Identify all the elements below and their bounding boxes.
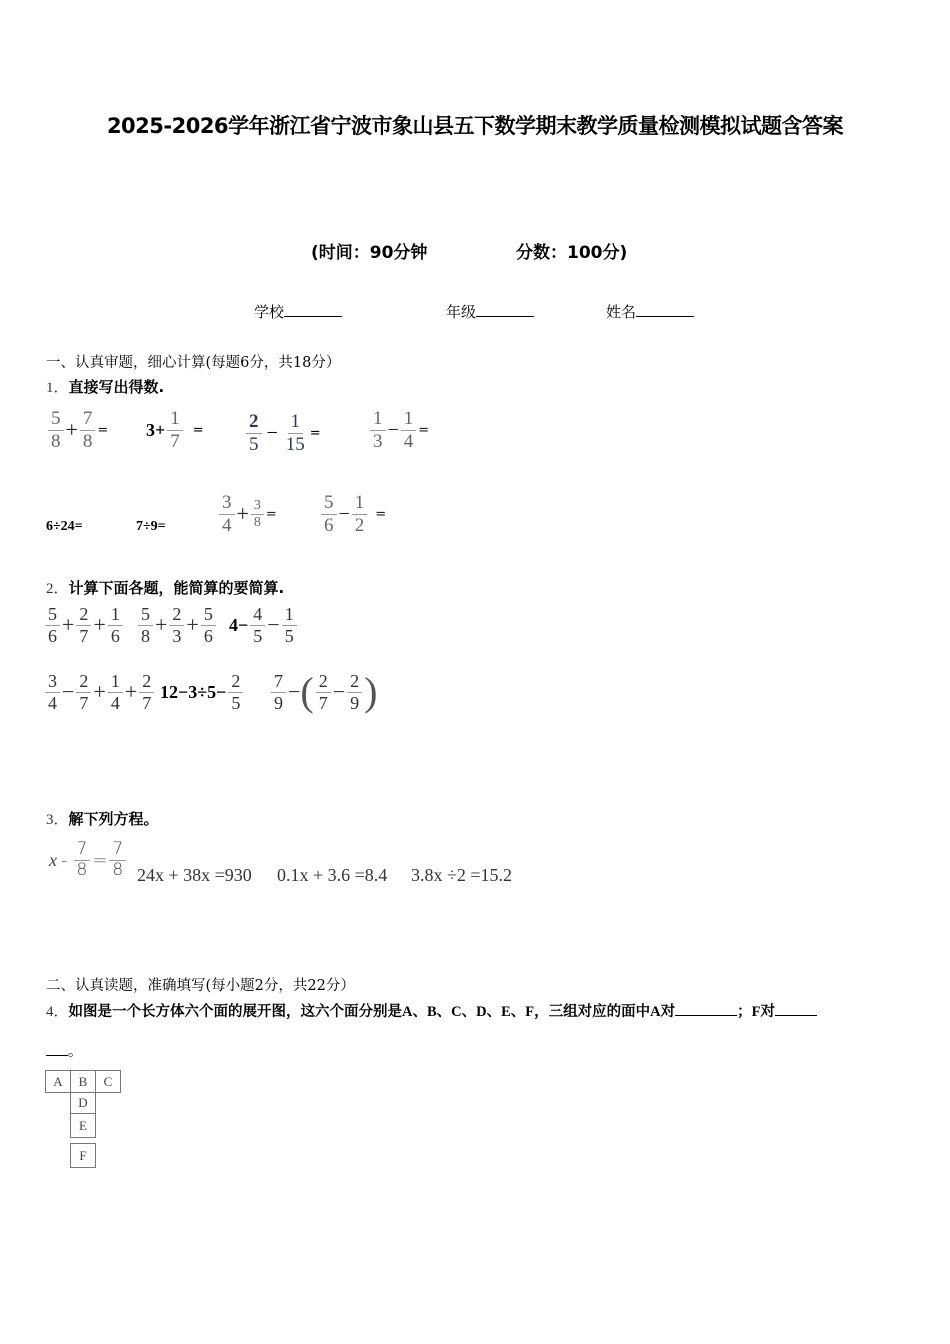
question-number: 2． (46, 581, 69, 597)
net-face-b: B (70, 1070, 96, 1093)
field-name-blank[interactable] (636, 302, 694, 317)
equation-2: 24x + 38x =930 (137, 865, 252, 885)
field-school (254, 301, 342, 322)
fraction: $\frac{2}{7}$ (76, 604, 91, 646)
fraction: $\frac{1}{7}$ (167, 408, 183, 453)
field-name (606, 301, 694, 322)
fraction: $\frac{2}{7}$ (76, 671, 91, 713)
document-title: 2025-2026学年浙江省宁波市象山县五下数学期末教学质量检测模拟试题含答案 (106, 114, 844, 138)
field-grade-label: 年级 (446, 303, 477, 321)
fraction: $\frac{7}{8}$ (74, 840, 91, 880)
net-face-c: C (95, 1070, 121, 1093)
fraction: $\frac{1}{3}$ (370, 408, 386, 453)
fraction: $\frac{4}{5}$ (250, 604, 265, 646)
section-2-heading: 二、认真读题，准确填写(每小题2分，共22分） (46, 978, 355, 994)
field-grade (446, 301, 534, 322)
field-name-label: 姓名 (606, 303, 637, 321)
question-number: 1． (46, 380, 69, 396)
fraction: $\frac{1}{2}$ (352, 492, 368, 537)
q1-item-5: 6÷24= (46, 519, 83, 534)
q1-item-8: $\frac{5}{6}$ − $\frac{1}{2}$ = (319, 492, 386, 537)
question-text: 计算下面各题，能简算的要简算. (68, 579, 285, 597)
field-grade-blank[interactable] (476, 302, 534, 317)
section-1-heading: 一、认真审题，细心计算(每题6分，共18分） (46, 355, 341, 371)
fraction: $\frac{5}{8}$ (48, 408, 64, 453)
fraction: $\frac{3}{8}$ (251, 498, 264, 531)
fraction: $\frac{1}{4}$ (108, 671, 123, 713)
question-1-header (46, 376, 164, 397)
fraction: $\frac{2}{7}$ (316, 671, 331, 713)
fraction: $\frac{2}{9}$ (347, 671, 362, 713)
question-text: 直接写出得数. (68, 378, 165, 396)
question-2-header (46, 577, 284, 598)
net-face-d: D (70, 1092, 96, 1114)
fraction: $\frac{5}{6}$ (321, 492, 337, 537)
q1-item-3: $\frac{2}{5}$ − $\frac{1}{15}$ = (244, 411, 321, 456)
fraction: $\frac{2}{5}$ (228, 671, 243, 713)
question-number: 4． (46, 1004, 69, 1020)
answer-blank-f[interactable] (775, 1001, 817, 1016)
q2-expr-5: 12−3÷5− $\frac{2}{5}$ (160, 671, 245, 713)
net-face-f: F (70, 1143, 96, 1168)
fraction: $\frac{5}{8}$ (138, 604, 153, 646)
question-3-header (46, 808, 159, 829)
equation-4: 3.8x ÷2 =15.2 (411, 865, 513, 885)
q1-item-7: $\frac{3}{4}$ + $\frac{3}{8}$ = (217, 492, 277, 537)
exam-score: 分数：100分) (516, 243, 628, 263)
q1-item-2: 3+ $\frac{1}{7}$ = (146, 408, 204, 452)
fraction: $\frac{7}{9}$ (271, 671, 286, 713)
exam-time: (时间：90分钟 (311, 243, 428, 263)
fraction: $\frac{1}{5}$ (282, 604, 297, 646)
net-face-a: A (45, 1070, 71, 1093)
equation-3: 0.1x + 3.6 =8.4 (277, 865, 388, 885)
answer-blank-f-cont[interactable] (46, 1041, 68, 1056)
equation-1: x - $\frac{7}{8}$ = $\frac{7}{8}$ (49, 840, 128, 880)
fraction: $\frac{3}{4}$ (219, 492, 235, 537)
question-text: 解下列方程。 (68, 810, 159, 828)
question-number: 3． (46, 812, 69, 828)
fraction: $\frac{5}{6}$ (201, 604, 216, 646)
fraction: $\frac{1}{6}$ (108, 604, 123, 646)
fraction: $\frac{2}{7}$ (139, 671, 154, 713)
fraction: $\frac{1}{4}$ (401, 408, 417, 453)
q1-item-1: $\frac{5}{8}$ + $\frac{7}{8}$ = (46, 408, 108, 453)
q2-expr-3: 4− $\frac{4}{5}$ − $\frac{1}{5}$ (229, 604, 299, 646)
net-face-e: E (70, 1113, 96, 1138)
question-4-continuation: 。 (46, 1040, 83, 1061)
fraction: $\frac{2}{5}$ (246, 411, 262, 456)
field-school-blank[interactable] (284, 302, 342, 317)
fraction: $\frac{7}{8}$ (109, 840, 126, 880)
fraction: $\frac{3}{4}$ (45, 671, 60, 713)
fraction: $\frac{2}{3}$ (169, 604, 184, 646)
q2-expr-2: $\frac{5}{8}$ + $\frac{2}{3}$ + $\frac{5}{6}$ (136, 604, 218, 646)
answer-blank-a[interactable] (675, 1001, 737, 1016)
q1-item-6: 7÷9= (136, 519, 166, 534)
cuboid-net-diagram (45, 1070, 125, 1170)
q2-expr-6: $\frac{7}{9}$ − ( $\frac{2}{7}$ − $\frac{2}{9}$ ) (269, 671, 378, 713)
fraction: $\frac{1}{15}$ (285, 411, 305, 455)
field-school-label: 学校 (254, 303, 285, 321)
fraction: $\frac{7}{8}$ (80, 408, 96, 453)
fraction: $\frac{5}{6}$ (45, 604, 60, 646)
q1-item-4: $\frac{1}{3}$ − $\frac{1}{4}$ = (368, 408, 429, 453)
question-4-text: 4．如图是一个长方体六个面的展开图，这六个面分别是A、B、C、D、E、F，三组对应的面中A对 ；F对 (46, 1000, 817, 1021)
q2-expr-1: $\frac{5}{6}$ + $\frac{2}{7}$ + $\frac{1}{6}$ (43, 604, 125, 646)
q2-expr-4: $\frac{3}{4}$ − $\frac{2}{7}$ + $\frac{1}{4}$ + $\frac{2}{7}$ (43, 671, 156, 713)
